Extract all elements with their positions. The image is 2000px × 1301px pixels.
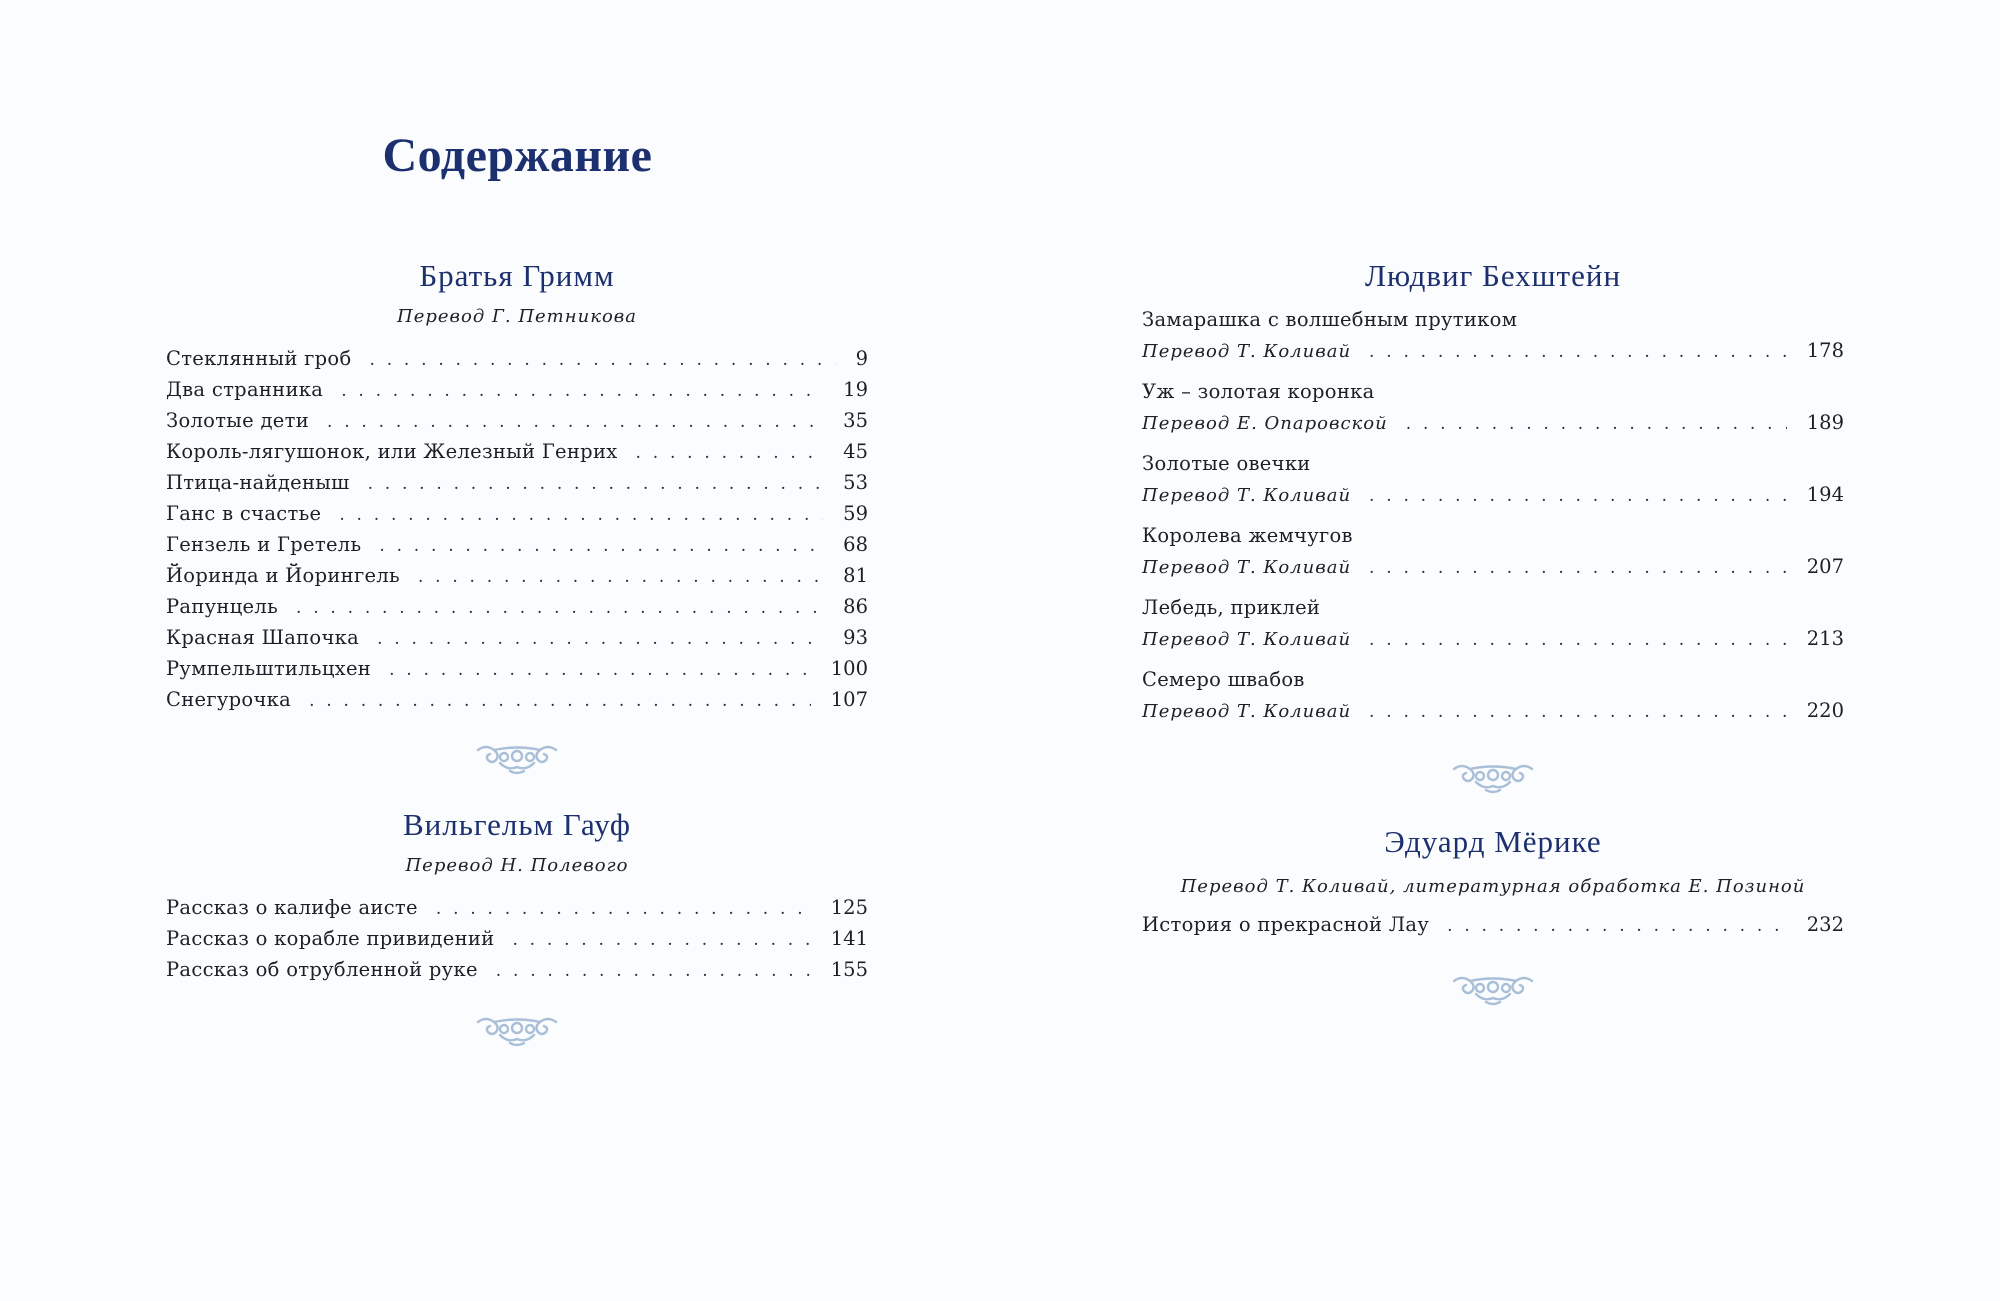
dot-leader [379,531,823,562]
filigree-ornament-icon [1450,972,1536,1006]
entry-title: Семеро швабов [1142,668,1305,691]
entry-title: Замарашка с волшебным прутиком [1142,308,1518,331]
entry-page: 141 [830,927,868,950]
translator-note: Перевод Т. Коливай [1142,701,1352,722]
dot-leader [370,345,836,376]
toc-entry[interactable] [166,892,868,923]
toc-entry[interactable] [166,343,868,374]
entry-title: Красная Шапочка [166,626,360,649]
dot-leader [496,956,811,987]
toc-entry[interactable] [1142,664,1844,726]
entry-page: 178 [1806,339,1844,362]
author-heading: Братья Гримм [419,258,615,293]
entry-page: 207 [1806,555,1844,578]
dot-leader [327,407,823,438]
entry-title: Два странника [166,378,324,401]
toc-entry[interactable] [1142,909,1844,940]
toc-entry[interactable] [166,684,868,715]
dot-leader [1369,697,1787,728]
toc-entry[interactable] [166,653,868,684]
entry-title: Снегурочка [166,688,292,711]
entry-page: 125 [830,896,868,919]
toc-entry[interactable] [166,529,868,560]
dot-leader [436,894,811,925]
entry-page: 155 [830,958,868,981]
toc-entry[interactable] [1142,592,1844,654]
filigree-ornament-icon [1450,760,1536,794]
toc-entry[interactable] [166,560,868,591]
filigree-ornament-icon [474,741,560,775]
entry-page: 107 [830,688,868,711]
dot-leader [339,500,823,531]
author-heading: Вильгельм Гауф [402,807,632,842]
dot-leader [1369,481,1787,512]
entry-page: 35 [843,409,868,432]
toc-list [1142,909,1844,940]
toc-entry[interactable] [1142,304,1844,366]
entry-page: 9 [855,347,868,370]
entry-page: 45 [843,440,868,463]
entry-title: Рапунцель [166,595,278,618]
entry-page: 100 [830,657,868,680]
translator-note: Перевод Е. Опаровской [1142,413,1388,434]
dot-leader [512,925,810,956]
toc-entry[interactable] [166,954,868,985]
dot-leader [636,438,824,469]
entry-title: Золотые овечки [1142,452,1311,475]
section-hauff [166,807,868,985]
toc-list [166,343,868,715]
entry-title: Гензель и Гретель [166,533,362,556]
dot-leader [1447,911,1787,942]
translator-note: Перевод Т. Коливай [1142,557,1352,578]
entry-page: 19 [843,378,868,401]
translator-note: Перевод Г. Петникова [397,306,637,327]
entry-page: 194 [1806,483,1844,506]
toc-entry[interactable] [166,923,868,954]
dot-leader [1369,337,1787,368]
translator-note: Перевод Т. Коливай, литературная обработка Е. Позиной [1180,876,1806,897]
filigree-ornament-icon [474,1013,560,1047]
translator-note: Перевод Т. Коливай [1142,341,1352,362]
entry-title: Румпельштильцхен [166,657,372,680]
page-title: Содержание [382,129,653,182]
toc-entry[interactable] [166,591,868,622]
entry-page: 93 [843,626,868,649]
toc-entry[interactable] [166,436,868,467]
dot-leader [368,469,824,500]
section-bechstein [1142,258,1844,736]
entry-page: 232 [1806,913,1844,936]
toc-entry[interactable] [166,374,868,405]
entry-title: Стеклянный гроб [166,347,352,370]
dot-leader [1406,409,1787,440]
entry-title: Рассказ о калифе аисте [166,896,418,919]
translator-note: Перевод Т. Коливай [1142,629,1352,650]
entry-title: Птица-найденыш [166,471,350,494]
author-heading: Эдуард Мёрике [1384,824,1602,859]
author-heading: Людвиг Бехштейн [1364,258,1622,293]
entry-title: Лебедь, приклей [1142,596,1321,619]
entry-title: Золотые дети [166,409,309,432]
section-moerike [1142,824,1844,940]
entry-title: Королева жемчугов [1142,524,1353,547]
entry-title: Рассказ об отрубленной руке [166,958,478,981]
dot-leader [389,655,811,686]
entry-title: Король-лягушонок, или Железный Генрих [166,440,618,463]
dot-leader [377,624,823,655]
entry-page: 220 [1806,699,1844,722]
entry-title: Йоринда и Йорингель [166,564,400,587]
dot-leader [1369,625,1787,656]
dot-leader [1369,553,1787,584]
translator-note: Перевод Т. Коливай [1142,485,1352,506]
toc-entry[interactable] [166,405,868,436]
dot-leader [341,376,823,407]
entry-page: 189 [1806,411,1844,434]
entry-title: Ганс в счастье [166,502,322,525]
translator-note: Перевод Н. Полевого [405,855,629,876]
dot-leader [309,686,811,717]
toc-entry[interactable] [166,498,868,529]
entry-page: 81 [843,564,868,587]
entry-page: 213 [1806,627,1844,650]
entry-title: Уж – золотая коронка [1142,380,1375,403]
toc-entry[interactable] [1142,448,1844,510]
dot-leader [418,562,823,593]
section-grimm [166,258,868,715]
entry-page: 68 [843,533,868,556]
entry-page: 59 [843,502,868,525]
toc-list [166,892,868,985]
dot-leader [296,593,823,624]
entry-title: Рассказ о корабле привидений [166,927,495,950]
toc-entry[interactable] [1142,520,1844,582]
toc-entry[interactable] [166,622,868,653]
toc-entry[interactable] [166,467,868,498]
toc-entry[interactable] [1142,376,1844,438]
entry-page: 53 [843,471,868,494]
entry-page: 86 [843,595,868,618]
entry-title: История о прекрасной Лау [1142,913,1430,936]
